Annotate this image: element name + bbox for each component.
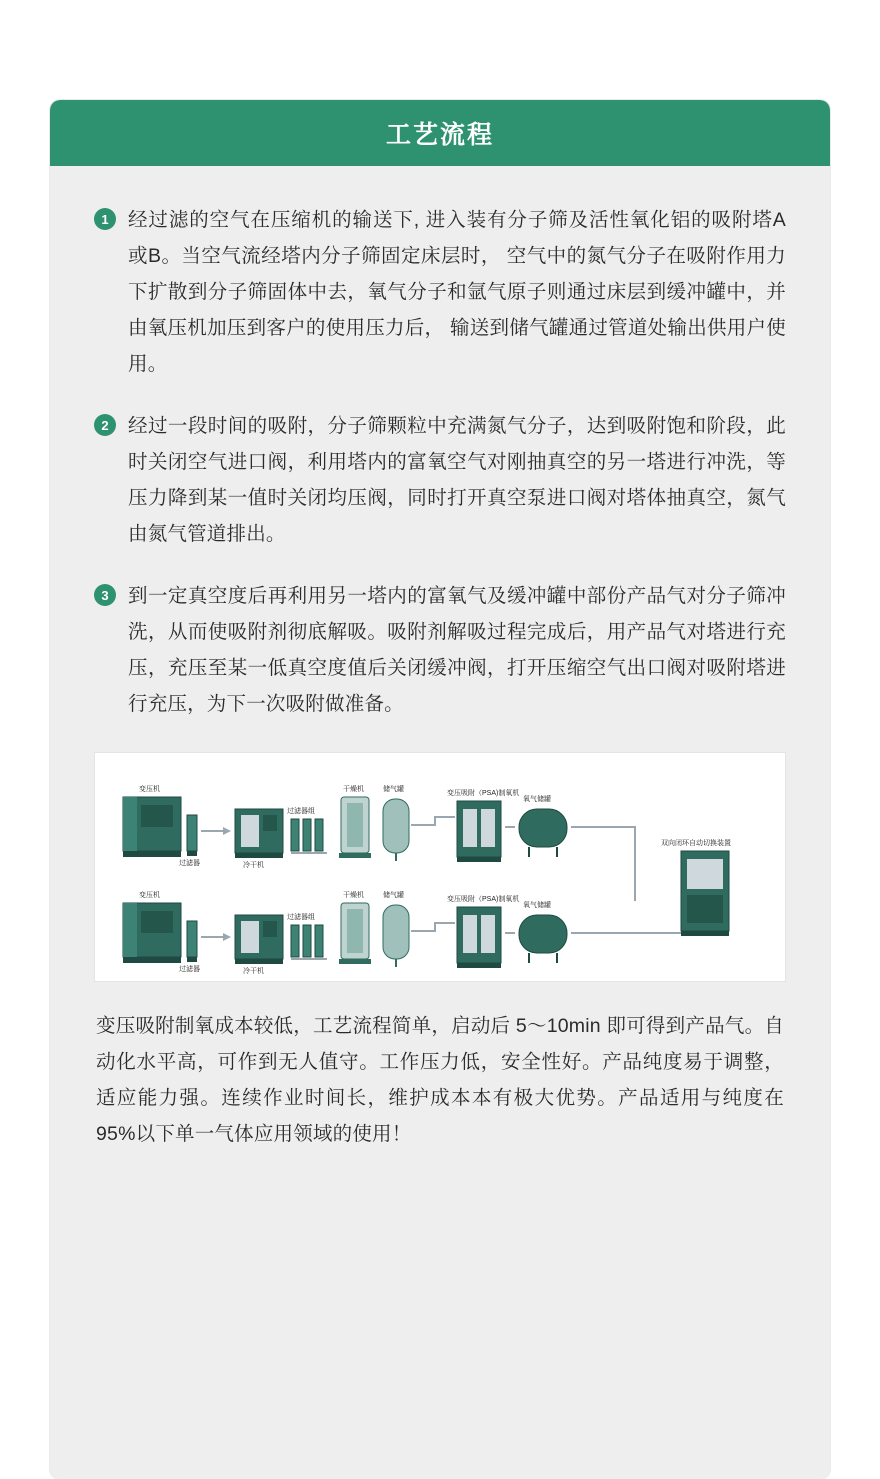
step-text: 经过滤的空气在压缩机的输送下, 进入装有分子筛及活性氧化铝的吸附塔A 或B。当空气流经塔内分子筛固定床层时， 空气中的氮气分子在吸附作用力下扩散到分子筛固体中去，氧气分子和氩气原子则通过床层到缓冲罐中，并由氧压机加压到客户的使用压力后， 输送到储气罐通过管道处输出供用户使用。: [128, 209, 786, 375]
svg-text:储气罐: 储气罐: [383, 786, 404, 793]
svg-text:氧气储罐: 氧气储罐: [523, 796, 551, 803]
process-flow-diagram: [94, 752, 786, 982]
svg-text:过滤器组: 过滤器组: [287, 808, 315, 815]
svg-text:氧气储罐: 氧气储罐: [523, 902, 551, 909]
svg-text:变压机: 变压机: [139, 892, 160, 899]
process-flow-card: [50, 100, 830, 1479]
step-number-badge: 1: [94, 208, 116, 230]
svg-text:过滤器: 过滤器: [179, 966, 200, 973]
card-body: [50, 166, 830, 1212]
svg-text:冷干机: 冷干机: [243, 862, 264, 869]
diagram-svg: [95, 753, 785, 981]
list-item: [94, 202, 786, 382]
svg-text:变压吸附（PSA)制氧机: 变压吸附（PSA)制氧机: [447, 790, 520, 797]
step-number-badge: 3: [94, 584, 116, 606]
svg-text:储气罐: 储气罐: [383, 892, 404, 899]
page-title: 工艺流程: [385, 121, 494, 149]
list-item: [94, 578, 786, 722]
svg-text:过滤器组: 过滤器组: [287, 914, 315, 921]
svg-text:冷干机: 冷干机: [243, 968, 264, 975]
summary-text: 变压吸附制氧成本较低，工艺流程简单，启动后 5～10min 即可得到产品气。自动化水平高，可作到无人值守。工作压力低，安全性好。产品纯度易于调整，适应能力强。连续作业时间长，维护成本本有极大优势。产品适用与纯度在 95%以下单一气体应用领域的使用！: [96, 1015, 784, 1145]
step-text: 到一定真空度后再利用另一塔内的富氧气及缓冲罐中部份产品气对分子筛冲洗，从而使吸附剂彻底解吸。吸附剂解吸过程完成后，用产品气对塔进行充压，充压至某一低真空度值后关闭缓冲阀，打开压缩空气出口阀对吸附塔进行充压，为下一次吸附做准备。: [128, 585, 786, 715]
svg-text:双向闭环自动切换装置: 双向闭环自动切换装置: [661, 840, 731, 847]
list-item: [94, 408, 786, 552]
svg-text:干燥机: 干燥机: [343, 892, 364, 899]
card-header: [50, 100, 830, 166]
svg-text:变压机: 变压机: [139, 786, 160, 793]
svg-text:干燥机: 干燥机: [343, 786, 364, 793]
svg-text:过滤器: 过滤器: [179, 860, 200, 867]
step-text: 经过一段时间的吸附，分子筛颗粒中充满氮气分子，达到吸附饱和阶段，此时关闭空气进口阀，利用塔内的富氧空气对刚抽真空的另一塔进行冲洗，等压力降到某一值时关闭均压阀，同时打开真空泵进口阀对塔体抽真空，氮气由氮气管道排出。: [128, 415, 786, 545]
svg-text:变压吸附（PSA)制氧机: 变压吸附（PSA)制氧机: [447, 896, 520, 903]
step-number-badge: 2: [94, 414, 116, 436]
